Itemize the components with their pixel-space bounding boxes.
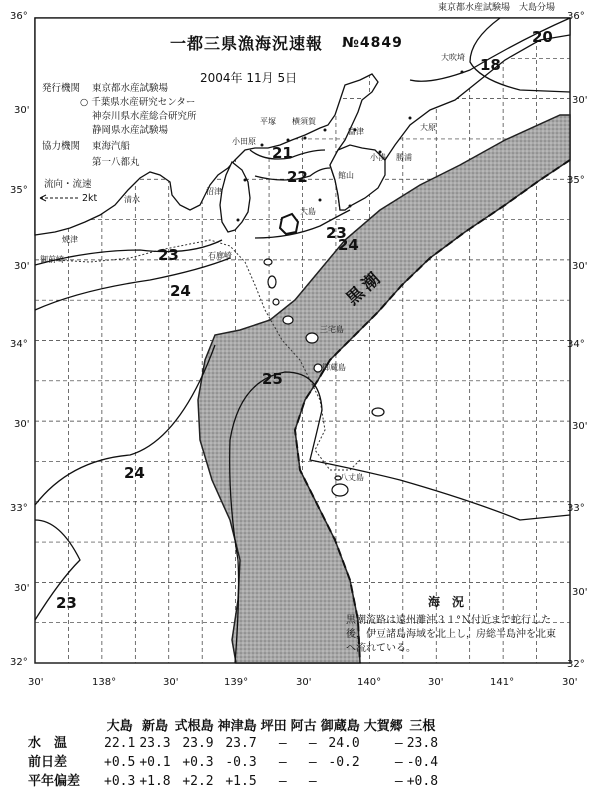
place-katsuura: 勝浦 [396, 153, 412, 162]
table-cell: ― [278, 755, 287, 770]
kuroshio-label: 黒潮 [342, 266, 388, 310]
lat-label-right-2: 35° [567, 175, 585, 186]
table-cell: 22.1 [104, 736, 136, 751]
place-hachijojima: 八丈島 [340, 473, 364, 482]
table-cell: +0.3 [182, 755, 214, 770]
lat-label-left-8: 32° [10, 657, 28, 668]
izu-peninsula [220, 162, 250, 232]
shikinejima-island [273, 299, 279, 305]
table-cell: +0.3 [104, 774, 136, 789]
table-cell: 23.8 [406, 736, 439, 751]
table-header-row [26, 714, 440, 734]
water-temperature-table [0, 700, 600, 800]
top-right-note: 東京都水産試験場 大島分場 [438, 3, 556, 13]
isotherm-label-23-west: 23 [158, 246, 179, 264]
isotherm-label-18: 18 [480, 56, 501, 74]
issuer-0: 東京都水産試験場 [92, 83, 169, 94]
place-ohara: 大原 [420, 123, 436, 132]
lon-label-1: 138° [92, 677, 117, 688]
col-header: 大島 [106, 718, 133, 734]
lat-label-left-4: 34° [10, 339, 28, 350]
table-cell: -0.3 [225, 755, 257, 770]
isotherm-label-20: 20 [532, 28, 553, 46]
isotherm-label-24-east: 24 [338, 236, 359, 254]
col-header: 御蔵島 [320, 718, 360, 734]
table-corner [26, 714, 102, 734]
cooperator-1: 第一八都丸 [92, 157, 140, 168]
hachijojima-island [332, 484, 348, 496]
isotherm-label-23-south: 23 [56, 594, 77, 612]
lat-label-left-5: 30' [14, 419, 30, 430]
place-daibou: 大吹埼 [441, 53, 465, 62]
issuer-label: 発行機関 [42, 83, 81, 94]
issue-date: 2004年 11月 5日 [200, 71, 298, 85]
table-cell: 23.9 [182, 736, 214, 751]
table-cell: +0.1 [139, 755, 171, 770]
lat-label-left-2: 35° [10, 185, 28, 196]
lat-label-right-0: 36° [567, 11, 585, 22]
table-cell: ― [278, 774, 287, 789]
lon-label-3: 139° [224, 677, 249, 688]
table-cell: ― [308, 755, 317, 770]
table-cell: 24.0 [328, 736, 360, 751]
table-cell [319, 772, 362, 791]
issuer-2: 神奈川県水産総合研究所 [92, 111, 197, 122]
sea-condition-text: 黒潮流路は遠州灘沖３１°Ｎ付近まで蛇行した後，伊豆諸島海域を北上し，房総半島沖を北東へ流れている。 [346, 615, 556, 654]
lon-label-5: 140° [357, 677, 382, 688]
col-header: 式根島 [174, 718, 214, 734]
mikurajima-island [314, 364, 322, 372]
col-header: 三根 [409, 718, 436, 734]
cooperator-label: 協力機関 [42, 141, 81, 152]
miyakejima-island [306, 333, 318, 343]
place-tateyama: 館山 [338, 171, 354, 180]
lat-label-right-8: 32° [567, 659, 585, 670]
lon-label-2: 30' [163, 677, 179, 688]
table-cell: ― [278, 736, 287, 751]
lat-label-right-4: 34° [567, 339, 585, 350]
page-title: 一都三県漁海況速報 [170, 34, 324, 53]
table-row [26, 753, 440, 772]
place-mikurajima: 御蔵島 [322, 363, 346, 372]
small-island [372, 408, 384, 416]
isotherm-label-24-south: 24 [124, 464, 145, 482]
table-cell: -0.4 [406, 755, 439, 770]
table-cell: +0.8 [406, 774, 439, 789]
lat-label-left-3: 30' [14, 261, 30, 272]
place-yokosuka: 横須賀 [292, 117, 316, 126]
isotherm-label-23-east: 23 [326, 224, 347, 242]
place-odawara: 小田原 [232, 137, 256, 146]
place-oshima: 大島 [300, 207, 316, 216]
sea-condition-heading: 海 況 [428, 595, 465, 609]
lat-label-right-7: 30' [572, 587, 588, 598]
place-futtsu: 富津 [348, 127, 364, 136]
current-legend-value: 2kt [82, 193, 98, 204]
table-cell: 23.3 [139, 736, 171, 751]
lat-label-right-6: 33° [567, 503, 585, 514]
table-cell: +1.8 [139, 774, 171, 789]
place-shimizu: 清水 [124, 195, 140, 204]
row-label: 前日差 [28, 755, 68, 770]
table-cell: +0.5 [104, 755, 136, 770]
kozushima-island [283, 316, 293, 324]
table-cell: +2.2 [182, 774, 214, 789]
issuer-1: ○ 千葉県水産研究センター [80, 97, 196, 108]
table-cell: ― [394, 736, 403, 751]
isotherm-label-21: 21 [272, 144, 293, 162]
isotherm-label-24-west: 24 [170, 282, 191, 300]
cooperator-0: 東海汽船 [92, 141, 131, 152]
col-header: 阿古 [290, 718, 317, 734]
place-yaizu: 焼津 [62, 235, 78, 244]
col-header: 神津島 [217, 718, 257, 734]
table-cell: 23.7 [225, 736, 257, 751]
table-cell: ― [308, 774, 317, 789]
table-cell: ― [308, 736, 317, 751]
issue-number: №4849 [342, 35, 403, 51]
col-header: 坪田 [260, 718, 287, 734]
table-cell: ― [394, 774, 403, 789]
lat-label-right-1: 30' [572, 95, 588, 106]
place-miyakejima: 三宅島 [320, 325, 344, 334]
lon-label-8: 30' [562, 677, 578, 688]
lon-label-6: 30' [428, 677, 444, 688]
place-omaezaki: 御前崎 [40, 255, 64, 264]
lat-label-left-6: 33° [10, 503, 28, 514]
isotherm-label-25: 25 [262, 370, 283, 388]
issuer-3: 静岡県水産試験場 [92, 125, 169, 136]
table-row [26, 772, 440, 791]
lat-label-left-1: 30' [14, 105, 30, 116]
isotherm-label-22: 22 [287, 168, 308, 186]
table-row [26, 734, 440, 753]
oshima-island [280, 214, 298, 234]
toshima-island [264, 259, 272, 265]
table-cell: -0.2 [328, 755, 360, 770]
lon-label-4: 30' [296, 677, 312, 688]
row-label: 平年偏差 [28, 774, 81, 789]
niijima-island [268, 276, 276, 288]
lat-label-right-5: 30' [572, 421, 588, 432]
lon-label-0: 30' [28, 677, 44, 688]
row-label: 水 温 [28, 736, 68, 751]
lat-label-left-0: 36° [10, 11, 28, 22]
col-header: 新島 [141, 718, 168, 734]
col-header: 大賀郷 [363, 718, 403, 734]
lat-label-right-3: 30' [572, 261, 588, 272]
place-numazu: 沼津 [206, 187, 222, 196]
current-legend-label: 流向・流速 [44, 179, 92, 190]
place-kominato: 小湊 [370, 153, 386, 162]
lon-label-7: 141° [490, 677, 515, 688]
place-irozaki: 石廊崎 [208, 251, 232, 260]
place-hiratsuka: 平塚 [260, 117, 276, 126]
lat-label-left-7: 30' [14, 583, 30, 594]
table-cell: +1.5 [225, 774, 257, 789]
table-cell: ― [394, 755, 403, 770]
